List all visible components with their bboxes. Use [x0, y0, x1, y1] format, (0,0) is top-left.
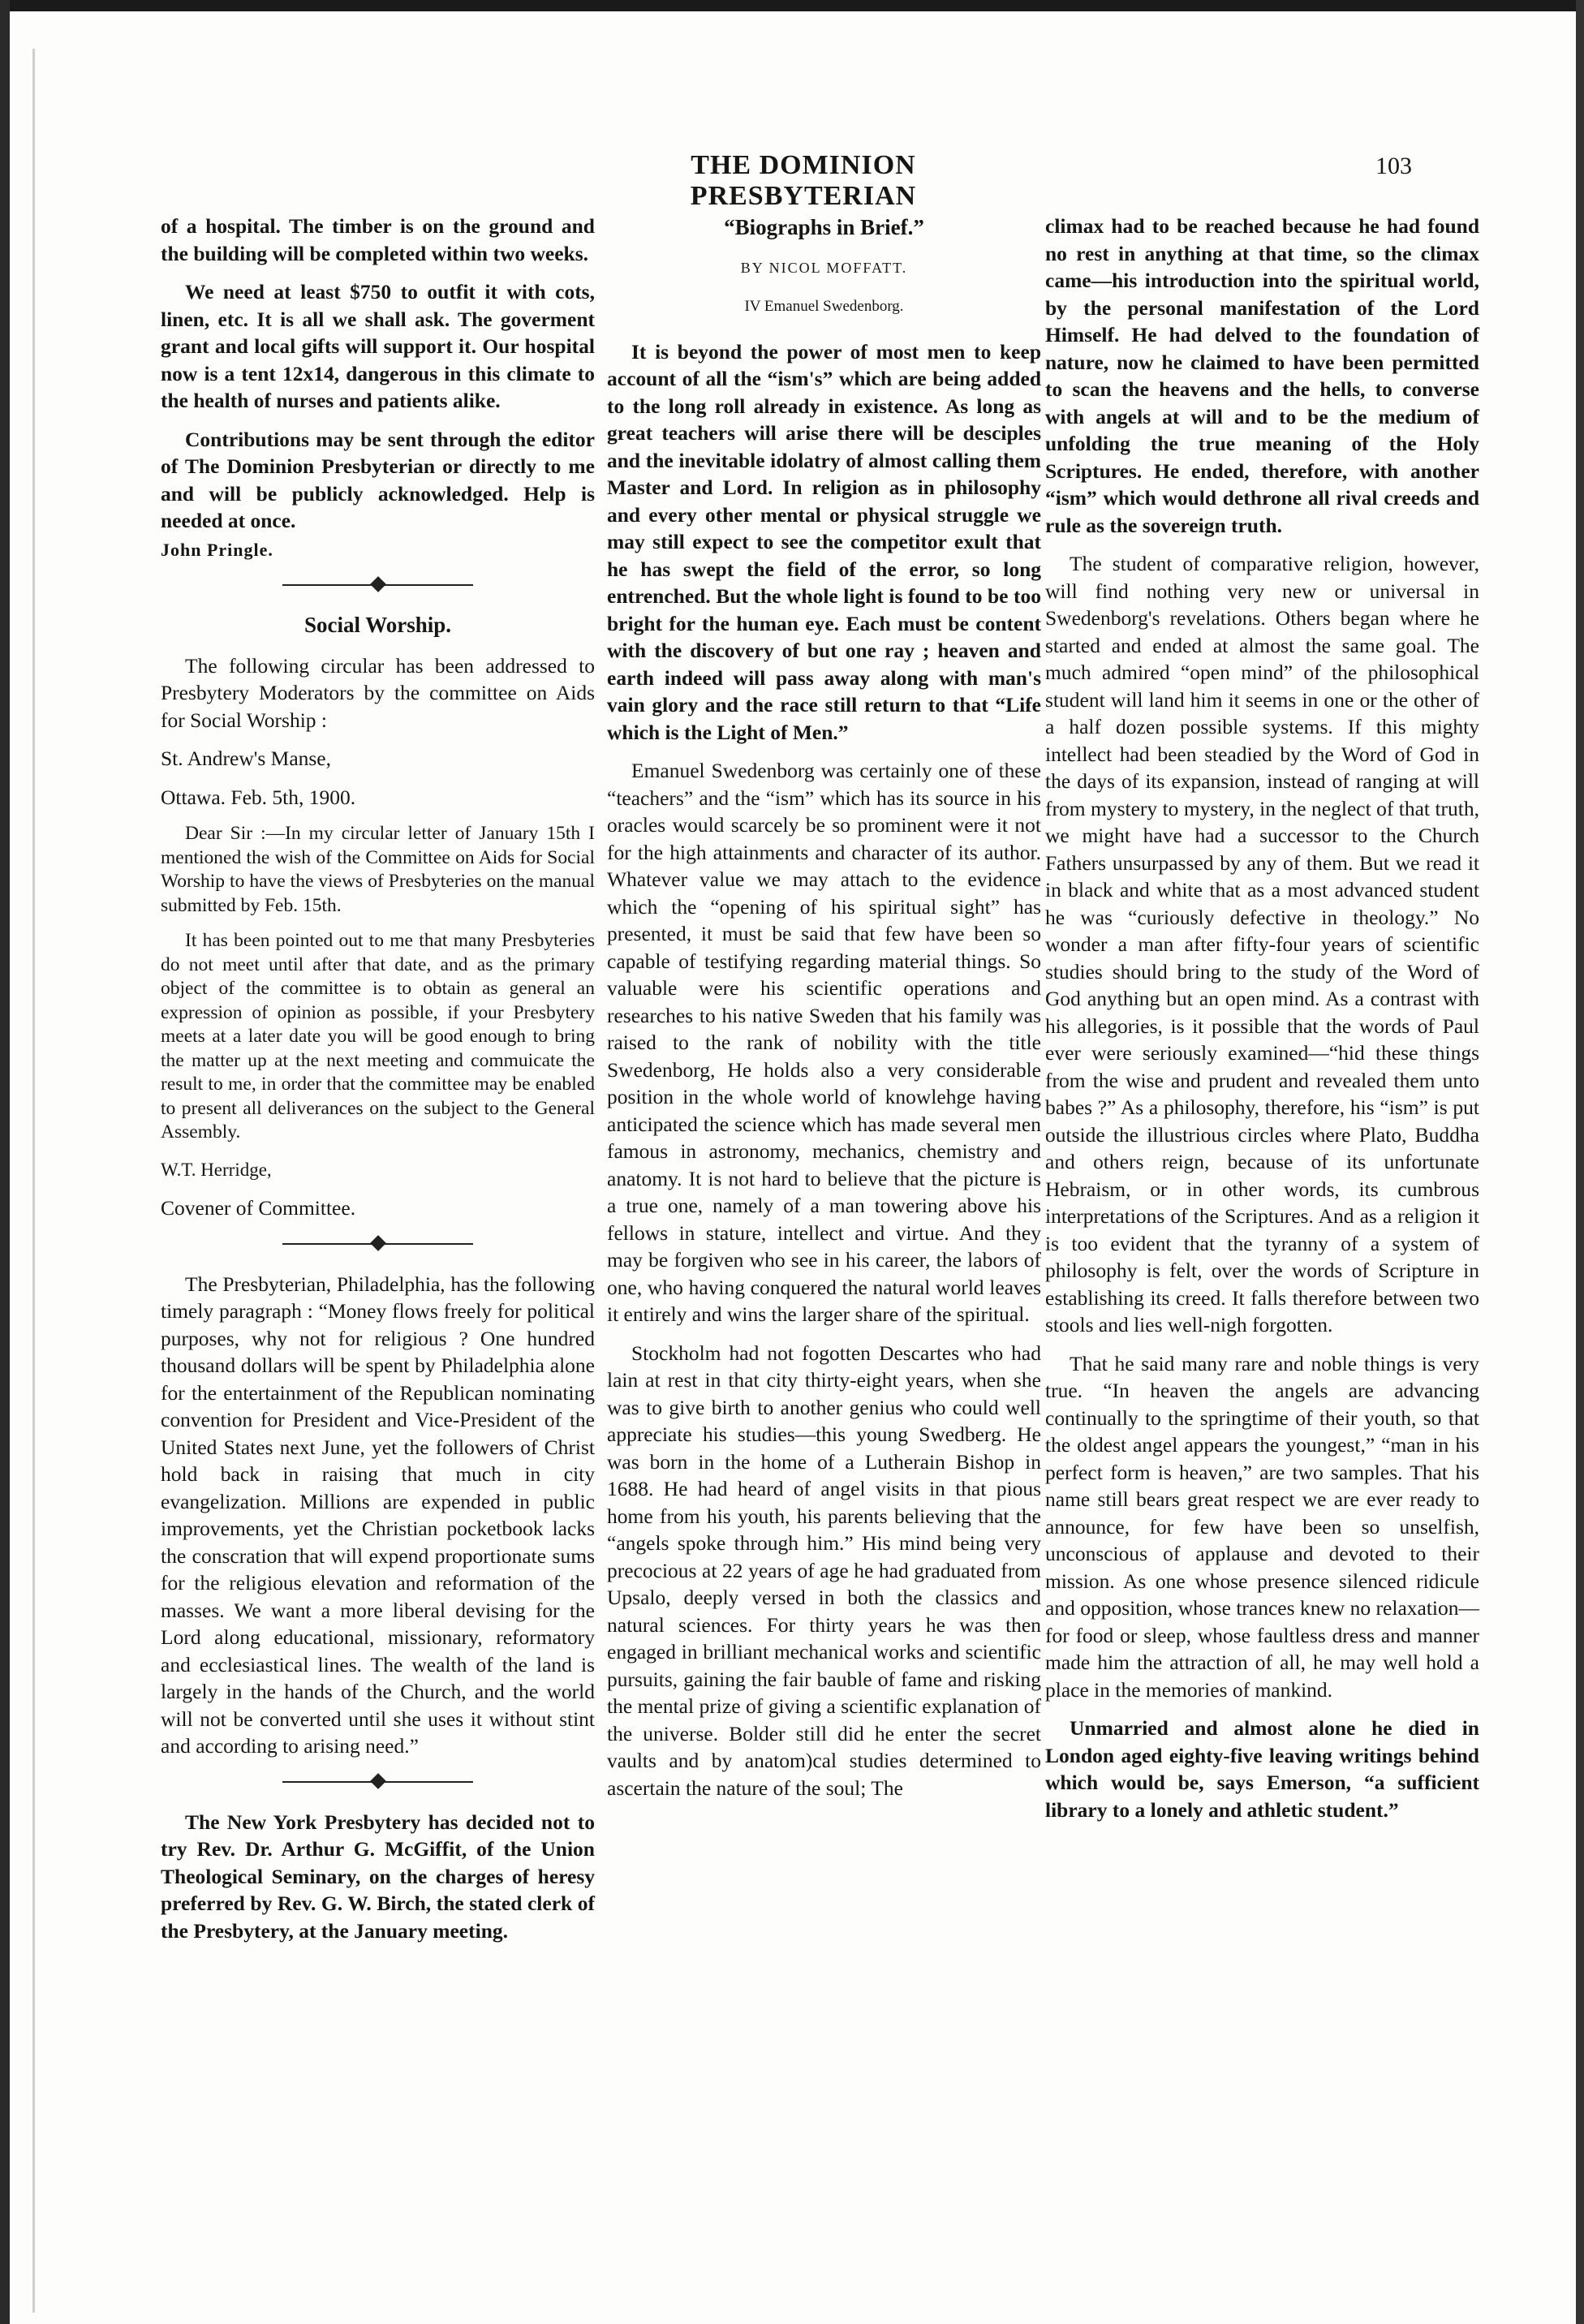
letter-signature-role: Covener of Committee. [161, 1196, 356, 1220]
page-number: 103 [1375, 153, 1412, 179]
scan-edge-left [0, 0, 10, 2324]
new-york-presbytery-paragraph: The New York Presbytery has decided not to try Rev. Dr. Arthur G. McGiffit, of the Union Theological Seminary, on the charges of heresy preferred by Rev. G. W. Birch, the stated clerk of the Presbytery, at the January meeting. [161, 1810, 595, 1943]
section-divider [161, 1771, 595, 1792]
section-divider [161, 575, 595, 596]
section-divider [161, 1233, 595, 1255]
biographs-paragraph-2: Emanuel Swedenborg was certainly one of these “teachers” and the “ism” which has its source in his oracles would scarcely be so prominent were it not for the high attainments and character of its author. Whatever value we may attach to the evidence which the “opening of his spiritual sight” has presented, it must be said that few have been so capable of testifying regarding material things. So valuable were his scientific operations and researches to his native Sweden that his family was raised to the rank of nobility with the title Swedenborg, He holds also a very considerable position in the whole world of knowlehge having anticipated the science which has made several men famous in astronomy, mechanics, chemistry and anatomy. It is not hard to believe that the picture is a true one, namely of a man towering above his fellows in stature, intellect and virtue. And they may be forgiven who see in his career, the labors of one, who having conquered the natural world leaves it entirely and wins the larger share of the spiritual. [607, 759, 1041, 1326]
philadelphia-paragraph: The Presbyterian, Philadelphia, has the following timely paragraph : “Money flows freely for political purposes, why not for religious ? One hundred thousand dollars will be spent by Philadelphia alone for the entertainment of the Republican nominating convention for President and Vice-President of the United States next June, yet the followers of Christ hold back in raising that much in city evangelization. Millions are expended in public improvements, yet the Christian pocketbook lacks the conscration that will expend proportionate sums for the religious elevation and reformation of the masses. We want a more liberal devising for the Lord along educational, missionary, reformatory and ecclesiastical lines. The wealth of the land is largely in the hands of the Church, and the world will not be converted until she uses it without stint and according to arising need.” [161, 1272, 595, 1758]
scan-edge-top [0, 0, 1584, 11]
column-2 [607, 213, 1041, 1813]
biographs-subtitle: IV Emanuel Swedenborg. [744, 298, 904, 315]
letter-paragraph-1: Dear Sir :—In my circular letter of January 15th I mentioned the wish of the Committee on Aids for Social Worship to have the views of Presbyteries on the manual submitted by Feb. 15th. [161, 823, 595, 916]
column-1 [161, 213, 595, 1956]
biographs-paragraph-7: Unmarried and almost alone he died in London aged eighty-five leaving writings behind which would be, says Emerson, “a sufficient library to a lonely and athletic student.” [1045, 1716, 1479, 1822]
biographs-paragraph-3: Stockholm had not fogotten Descartes who had lain at rest in that city thirty-eight years, when she was to give birth to another genius who could well appreciate his studies—this young Swedberg. He was born in the home of a Lutherain Bishop in 1688. He had heard of angel visits in that pious home from his youth, his parents believing that the “angels spoke through him.” His mind being very precocious at 22 years of age he had graduated from Upsalo, deeply versed in both the classics and natural sciences. For thirty years he was then engaged in brilliant mechanical works and scientific pursuits, gaining the fair bauble of fame and risking the mental prize of giving a scientific explanation of the universe. Bolder still did he enter the secret vaults and by anatom)cal studies determined to ascertain the nature of the soul; The [607, 1341, 1041, 1800]
biographs-paragraph-5: The student of comparative religion, however, will find nothing very new or universal in Swedenborg's revelations. Others began where he started and ended at almost the same goal. The much admired “open mind” of the philosophical student will land him it seems in one or the other of a half dozen possible systems. If this mighty intellect had been steadied by the Word of God in the days of its expansion, instead of ranging at will from mystery to mystery, in the neglect of that truth, we might have had a successor to the Church Fathers unsurpassed by any of them. But we read it in black and white that as a most advanced student he was “curiously defective in theology.” No wonder a man after fifty-four years of scientific studies should bring to the study of the Word of God anything but an open mind. As a contrast with his allegories, is it possible that the words of Paul ever were seriously examined—“hid these things from the wise and prudent and revealed them unto babes ?” As a philosophy, therefore, his “ism” is put outside the illustrious circles where Plato, Buddha and others reign, because of its unfortunate Hebraism, or in other words, its cumbrous interpretations of the Scriptures. And as a religion it is too evident that the tyranny of a system of philosophy is felt, over the words of Scripture in establishing its creed. It falls therefore between two stools and lies well-nigh forgotten. [1045, 552, 1479, 1336]
letter-signature-name: W.T. Herridge, [161, 1159, 272, 1180]
social-worship-intro: The following circular has been addressed to Presbytery Moderators by the committee on Aids for Social Worship : [161, 653, 595, 732]
letter-paragraph-2: It has been pointed out to me that many Presbyteries do not meet until after that date, and as the primary object of the committee is to obtain as general an expression of opinion as possible, if your Presbytery meets at a later date you will be good enough to bring the matter up at the next meeting and commuicate the result to me, in order that the committee may be enabled to present all deliverances on the subject to the General Assembly. [161, 930, 595, 1143]
hospital-paragraph-3: Contributions may be sent through the editor of The Dominion Presbyterian or directly to me and will be publicly acknowledged. Help is needed at once. [161, 427, 595, 532]
letter-address-line-2: Ottawa. Feb. 5th, 1900. [161, 785, 356, 809]
biographs-paragraph-6: That he said many rare and noble things is very true. “In heaven the angels are advancing continually to the springtime of their youth, so that the oldest angel appears the youngest,” “man in his perfect form is heaven,” are two samples. That his name still bears great respect we are ever ready to announce, for few have been so unselfish, unconscious of applause and devoted to their mission. As one whose presence silenced ridicule and opposition, whose trances knew no relaxation—for food or sleep, whose faultless dress and manner made him the attraction of all, he may well hold a place in the memories of mankind. [1045, 1351, 1479, 1702]
column-3 [1045, 213, 1479, 1835]
biographs-title: “Biographs in Brief.” [724, 215, 924, 239]
biographs-byline: BY NICOL MOFFATT. [740, 259, 908, 276]
biographs-paragraph-1: It is beyond the power of most men to keep account of all the “ism's” which are being added to the long roll already in existence. As long as great teachers will arise there will be desciples and the inevitable idolatry of almost calling them Master and Lord. In religion as in philosophy and every other mental or physical struggle we may still expect to see the competitor exult that he has swept the field of the error, so long entrenched. But the whole light is found to be too bright for the human eye. Each must be content with the discovery of but one ray ; heaven and earth indeed will pass away along with man's vain glory and the race still return to that “Life which is the Light of Men.” [607, 339, 1041, 744]
scan-edge-right [1576, 0, 1584, 2324]
hospital-paragraph-1: of a hospital. The timber is on the ground and the building will be completed within two weeks. [161, 214, 595, 265]
social-worship-title: Social Worship. [303, 613, 452, 637]
page-fold-line [32, 49, 35, 2313]
biographs-paragraph-4: climax had to be reached because he had found no rest in anything at that time, so the climax came—his introduction into the spiritual world, by the personal manifestation of the Lord Himself. He had delved to the foundation of nature, now he claimed to have been permitted to scan the heavens and the hells, to converse with angels at will and to be the medium of unfolding the true meaning of the Holy Scriptures. He ended, therefore, with another “ism” which would dethrone all rival creeds and rule as the sovereign truth. [1045, 214, 1479, 537]
hospital-signature: John Pringle. [161, 539, 273, 560]
letter-address-line-1: St. Andrew's Manse, [161, 747, 332, 770]
running-header: THE DOMINION PRESBYTERIAN [690, 150, 917, 211]
hospital-paragraph-2: We need at least $750 to outfit it with cots, linen, etc. It is all we shall ask. The goverment grant and local gifts will support it. Our hospital now is a tent 12x14, dangerous in this climate to the health of nurses and patients alike. [161, 280, 595, 412]
